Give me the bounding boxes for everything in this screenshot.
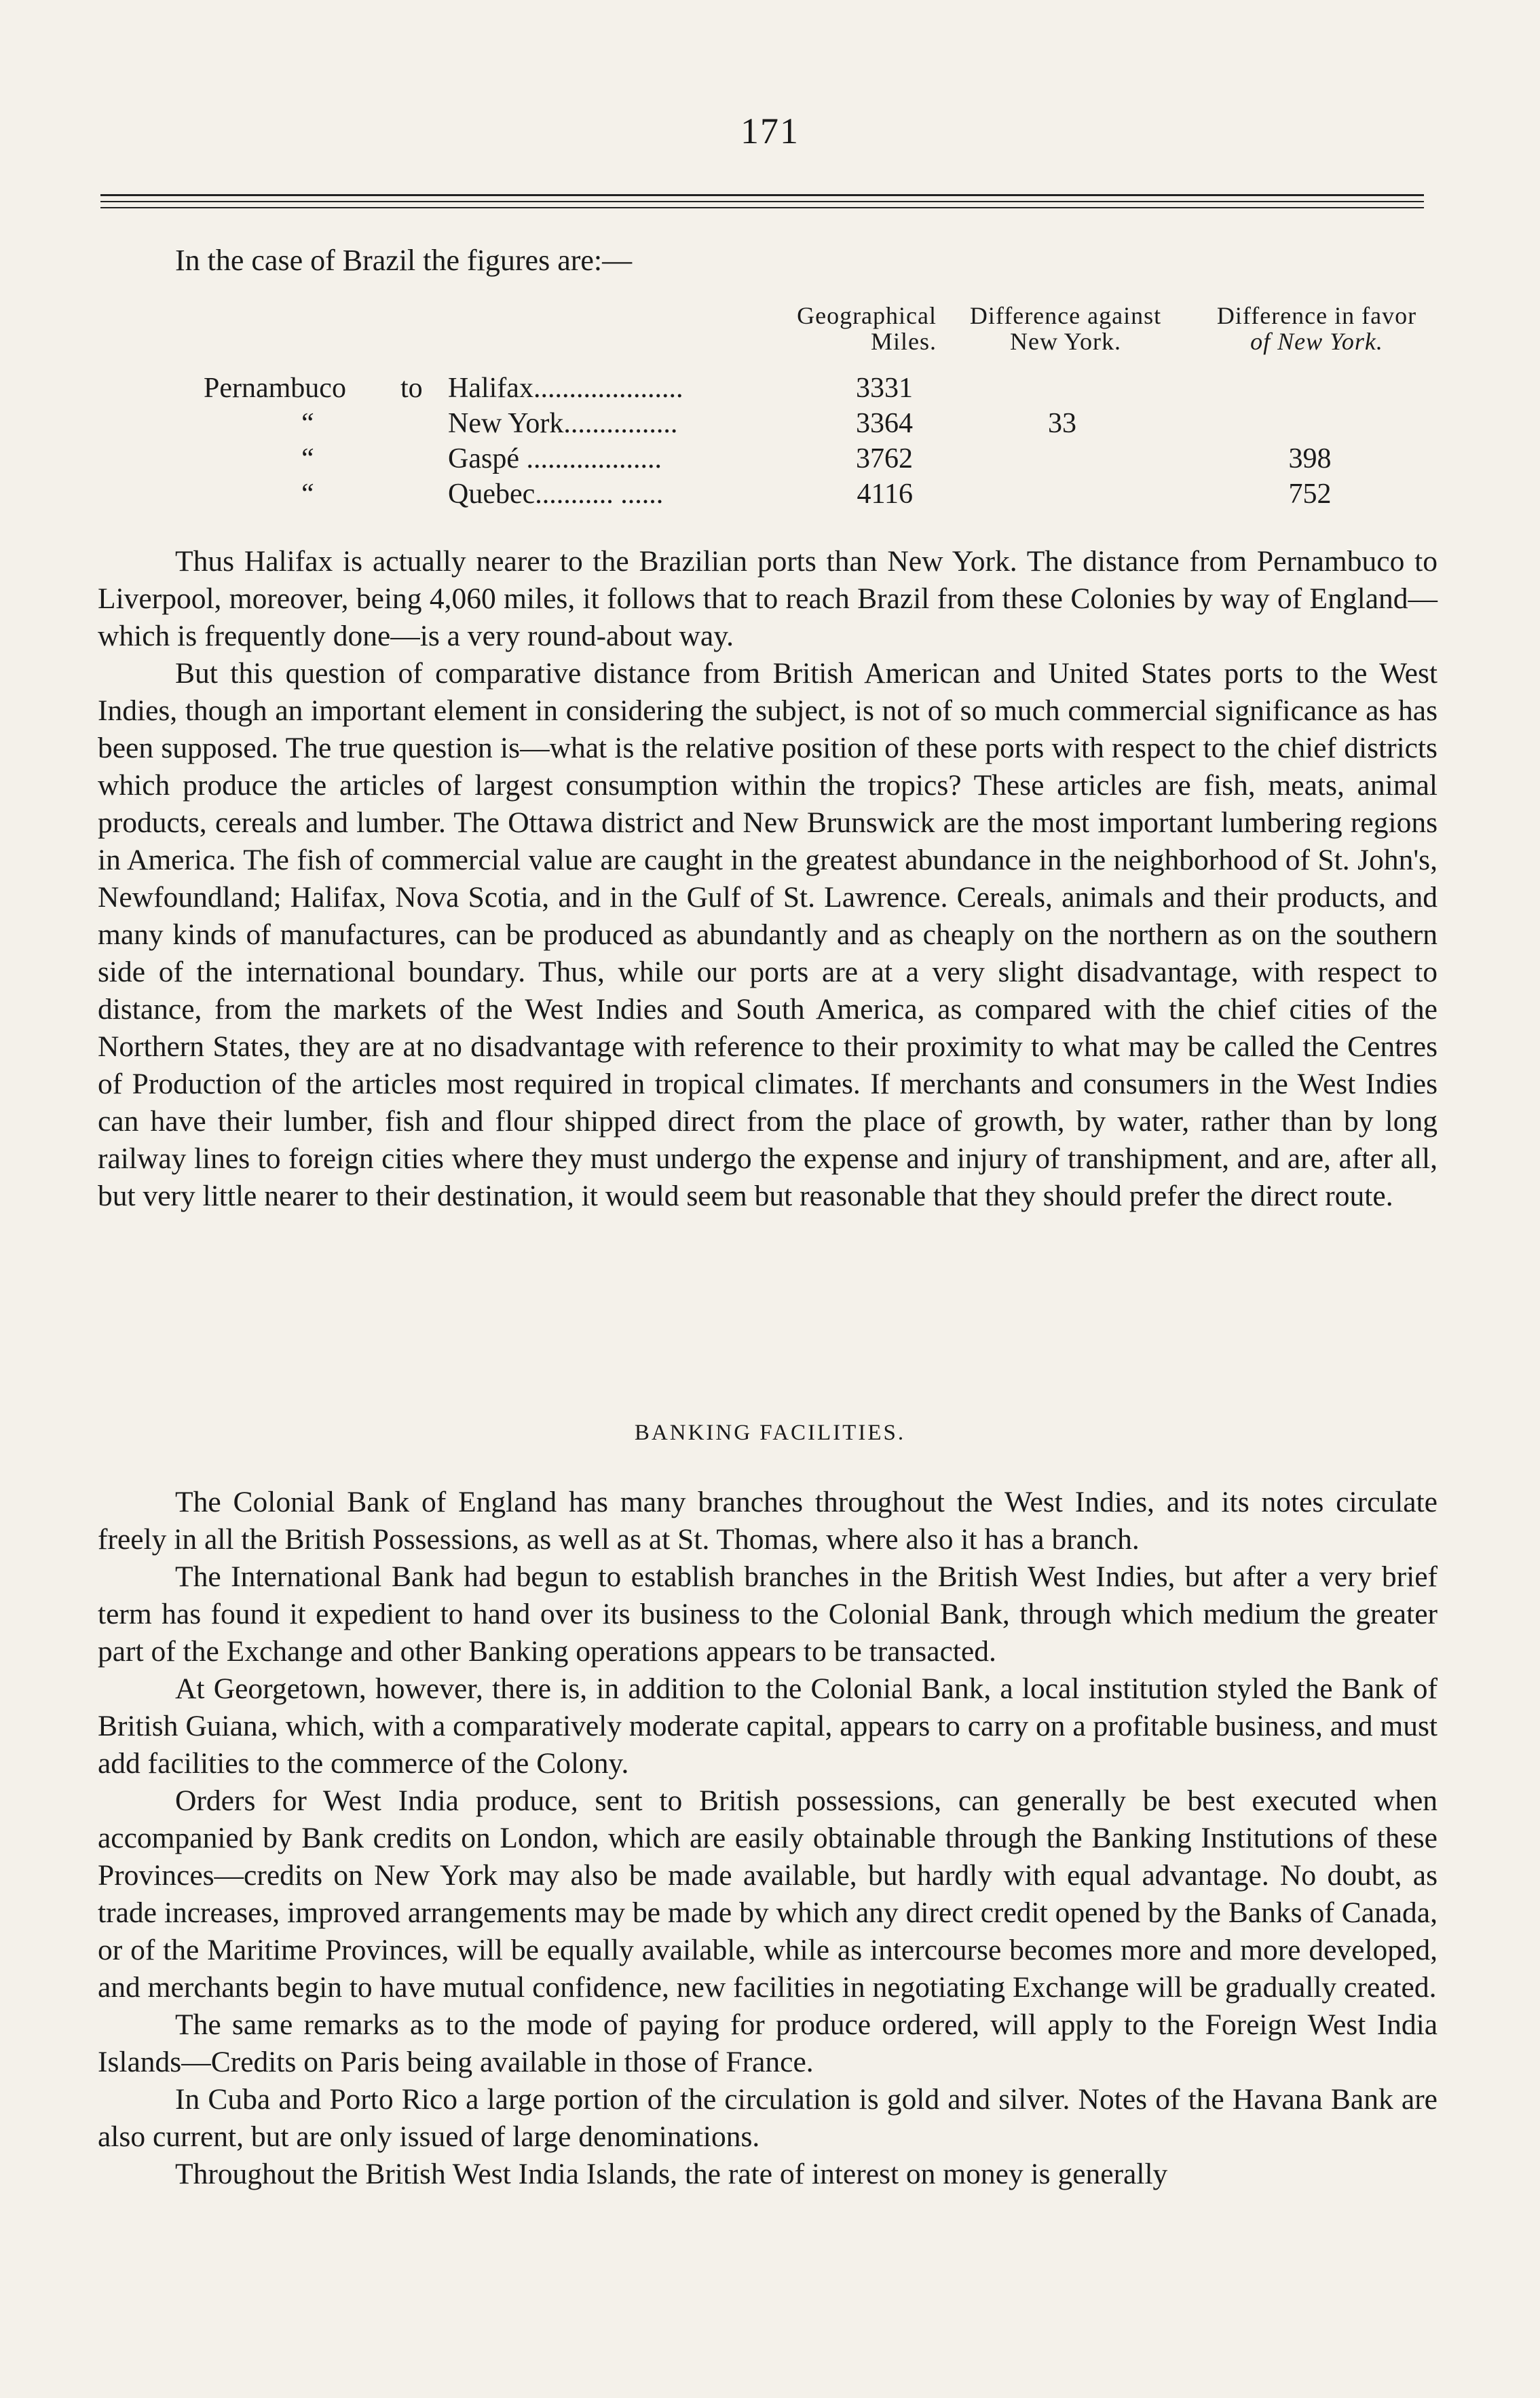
row-destination: Quebec........... ......	[448, 479, 664, 510]
paragraph: Thus Halifax is actually nearer to the Brazilian ports than New York. The distance from Pernambuco to Liverpool, moreover, being 4,060 miles, it follows that to reach Brazil from these Colonies by way of England—which is frequently done—is a very round-about way.	[98, 545, 1438, 652]
row-origin: “	[299, 408, 315, 439]
row-miles: 3331	[856, 373, 913, 404]
header-line: of New York.	[1250, 328, 1383, 355]
row-miles: 3364	[856, 408, 913, 439]
table-row	[0, 443, 1540, 476]
paragraph: Throughout the British West India Islands, the rate of interest on money is generally	[175, 2158, 1168, 2190]
row-destination: New York................	[448, 408, 678, 439]
paragraph: At Georgetown, however, there is, in addition to the Colonial Bank, a local institution styled the Bank of British Guiana, which, with a comparatively moderate capital, appears to carry on a profitable business, and must add facilities to the commerce of the Colony.	[98, 1672, 1438, 1780]
row-origin: “	[299, 479, 315, 510]
header-line: Miles.	[870, 328, 937, 355]
page-number: 171	[740, 111, 800, 151]
paragraph: But this question of comparative distance from British American and United States ports to the West Indies, though an important element in considering the subject, is not of so much commercial significance as has been supposed. The true question is—what is the relative position of these ports with respect to the chief districts which produce the articles of largest consumption within the tropics? These articles are fish, meats, animal products, cereals and lumber. The Ottawa district and New Brunswick are the most important lumbering regions in America. The fish of commercial value are caught in the greatest abundance in the neighborhood of St. John's, Newfoundland; Halifax, Nova Scotia, and in the Gulf of St. Lawrence. Cereals, animals and their products, and many kinds of manufactures, can be produced as abundantly and as cheaply on the northern as on the southern side of the international boundary. Thus, while our ports are at a very slight disadvantage, with respect to distance, from the markets of the West Indies and South America, as compared with the chief cities of the Northern States, they are at no disadvantage with reference to their proximity to what may be called the Centres of Production of the articles most required in tropical climates. If merchants and consumers in the West Indies can have their lumber, fish and flour shipped direct from the place of growth, by water, rather than by long railway lines to foreign cities where they must undergo the expense and injury of transhipment, and are, after all, but very little nearer to their destination, it would seem but reasonable that they should prefer the direct route.	[98, 657, 1438, 1212]
header-line: Difference against	[969, 302, 1162, 329]
column-header-difference-against	[943, 303, 1188, 354]
paragraph: Orders for West India produce, sent to British possessions, can generally be best executed when accompanied by Bank credits on London, which are easily obtainable through the Banking Institutions of these Provinces—credits on New York may also be made available, but hardly with equal advantage. No doubt, as trade increases, improved arrangements may be made by which any direct credit opened by the Banks of Canada, or of the Maritime Provinces, will be equally available, while as intercourse becomes more and more developed, and merchants begin to have mutual confidence, new facilities in negotiating Exchange will be gradually created.	[98, 1784, 1438, 2004]
row-miles: 4116	[857, 479, 913, 510]
header-line: Difference in favor	[1216, 302, 1417, 329]
paragraph: The International Bank had begun to establish branches in the British West Indies, but after a very brief term has found it expedient to hand over its business to the Colonial Bank, through which medium the greater part of the Exchange and other Banking operations appears to be transacted.	[98, 1560, 1438, 1668]
row-destination: Gaspé ...................	[448, 443, 662, 474]
paragraph: The same remarks as to the mode of paying for produce ordered, will apply to the Foreign West India Islands—Credits on Paris being available in those of France.	[98, 2008, 1438, 2078]
row-miles: 3762	[856, 443, 913, 474]
row-difference-favor: 398	[1288, 443, 1332, 474]
row-origin: “	[299, 443, 315, 474]
header-line: New York.	[1009, 328, 1122, 355]
body-text-bottom	[98, 1484, 1438, 2193]
header-rule	[100, 207, 1424, 208]
row-difference-favor: 752	[1288, 479, 1332, 510]
section-heading: BANKING FACILITIES.	[634, 1421, 906, 1445]
row-destination: Halifax.....................	[448, 373, 683, 404]
row-difference-against: 33	[1048, 408, 1076, 439]
row-origin: Pernambuco	[204, 373, 346, 404]
table-row	[0, 407, 1540, 441]
table-row	[0, 372, 1540, 406]
intro-line: In the case of Brazil the figures are:—	[175, 244, 633, 277]
row-to: to	[400, 373, 423, 404]
header-rule	[100, 194, 1424, 196]
header-line: Geographical	[797, 302, 937, 329]
column-header-difference-in-favor	[1188, 303, 1446, 354]
column-header-geographical-miles	[733, 303, 937, 354]
body-text-top	[98, 543, 1438, 1215]
paragraph: The Colonial Bank of England has many branches throughout the West Indies, and its notes circulate freely in all the British Possessions, as well as at St. Thomas, where also it has a branch.	[98, 1486, 1438, 1556]
header-rule	[100, 201, 1424, 202]
table-row	[0, 478, 1540, 512]
paragraph: In Cuba and Porto Rico a large portion of the circulation is gold and silver. Notes of the Havana Bank are also current, but are only issued of large denominations.	[98, 2083, 1438, 2153]
